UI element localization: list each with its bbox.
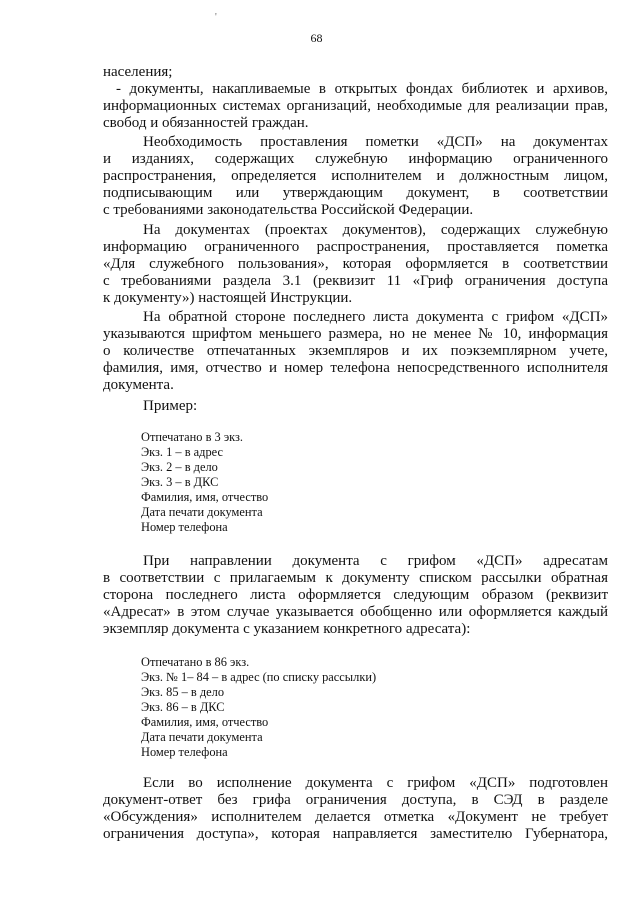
text-line: Если во исполнение документа с грифом «ДСП» подготовлен [143, 775, 608, 791]
example-line: Номер телефона [141, 745, 228, 759]
text-line: ограничения доступа», которая направляется заместителю Губернатора, [103, 826, 608, 842]
text-line: документ-ответ без грифа ограничения доступа, в СЭД в разделе [103, 792, 608, 808]
text-line: населения; [103, 64, 173, 80]
text-line: - документы, накапливаемые в открытых фондах библиотек и архивов, [116, 81, 608, 97]
text-line: «Для служебного пользования», которая оформляется в соответствии [103, 256, 608, 272]
example-line: Экз. 1 – в адрес [141, 445, 223, 459]
text-line: документа. [103, 377, 174, 393]
example-line: Экз. 85 – в дело [141, 685, 225, 699]
text-line: с требованиями раздела 3.1 (реквизит 11 «Гриф ограничения доступа [103, 273, 608, 289]
example-label: Пример: [143, 398, 198, 414]
example-line: Отпечатано в 3 экз. [141, 430, 243, 444]
text-line: распространения, определяется исполнителем и должностным лицом, [103, 168, 608, 184]
text-line: к документу») настоящей Инструкции. [103, 290, 353, 306]
example-line: Экз. № 1– 84 – в адрес (по списку рассылки) [141, 670, 377, 684]
text-line: При направлении документа с грифом «ДСП» адресатам [143, 553, 608, 569]
text-line: «Адресат» в этом случае указывается обобщенно или оформляется каждый [103, 604, 608, 620]
scan-mark: ' [215, 12, 217, 23]
example-line: Дата печати документа [141, 730, 263, 744]
example-line: Фамилия, имя, отчество [141, 715, 269, 729]
example-line: Фамилия, имя, отчество [141, 490, 269, 504]
example-line: Номер телефона [141, 520, 228, 534]
text-line: фамилия, имя, отчество и номер телефона непосредственного исполнителя [103, 360, 608, 376]
text-line: информационных системах организаций, необходимые для реализации прав, [103, 98, 608, 114]
text-line: указываются шрифтом меньшего размера, но не менее № 10, информация [103, 326, 608, 342]
example-line: Дата печати документа [141, 505, 263, 519]
text-line: свобод и обязанностей граждан. [103, 115, 309, 131]
text-line: сторона последнего листа оформляется следующим образом (реквизит [103, 587, 608, 603]
text-line: подписывающим или утверждающим документ, в соответствии [103, 185, 608, 201]
text-line: информацию ограниченного распространения, проставляется пометка [103, 239, 608, 255]
text-line: Необходимость проставления пометки «ДСП» на документах [143, 134, 608, 150]
text-line: На обратной стороне последнего листа документа с грифом «ДСП» [143, 309, 608, 325]
text-line: На документах (проектах документов), содержащих служебную [143, 222, 608, 238]
text-line: с требованиями законодательства Российской Федерации. [103, 202, 474, 218]
text-line: о количестве отпечатанных экземпляров и их поэкземплярном учете, [103, 343, 608, 359]
text-line: и изданиях, содержащих служебную информацию ограниченного [103, 151, 608, 167]
example-line: Отпечатано в 86 экз. [141, 655, 250, 669]
example-line: Экз. 3 – в ДКС [141, 475, 219, 489]
text-line: «Обсуждения» исполнителем делается отметка «Документ не требует [103, 809, 608, 825]
example-line: Экз. 2 – в дело [141, 460, 218, 474]
text-line: в соответствии с прилагаемым к документу списком рассылки обратная [103, 570, 608, 586]
example-line: Экз. 86 – в ДКС [141, 700, 225, 714]
page-number: 68 [310, 31, 323, 45]
text-line: экземпляр документа с указанием конкретного адресата): [103, 621, 471, 637]
